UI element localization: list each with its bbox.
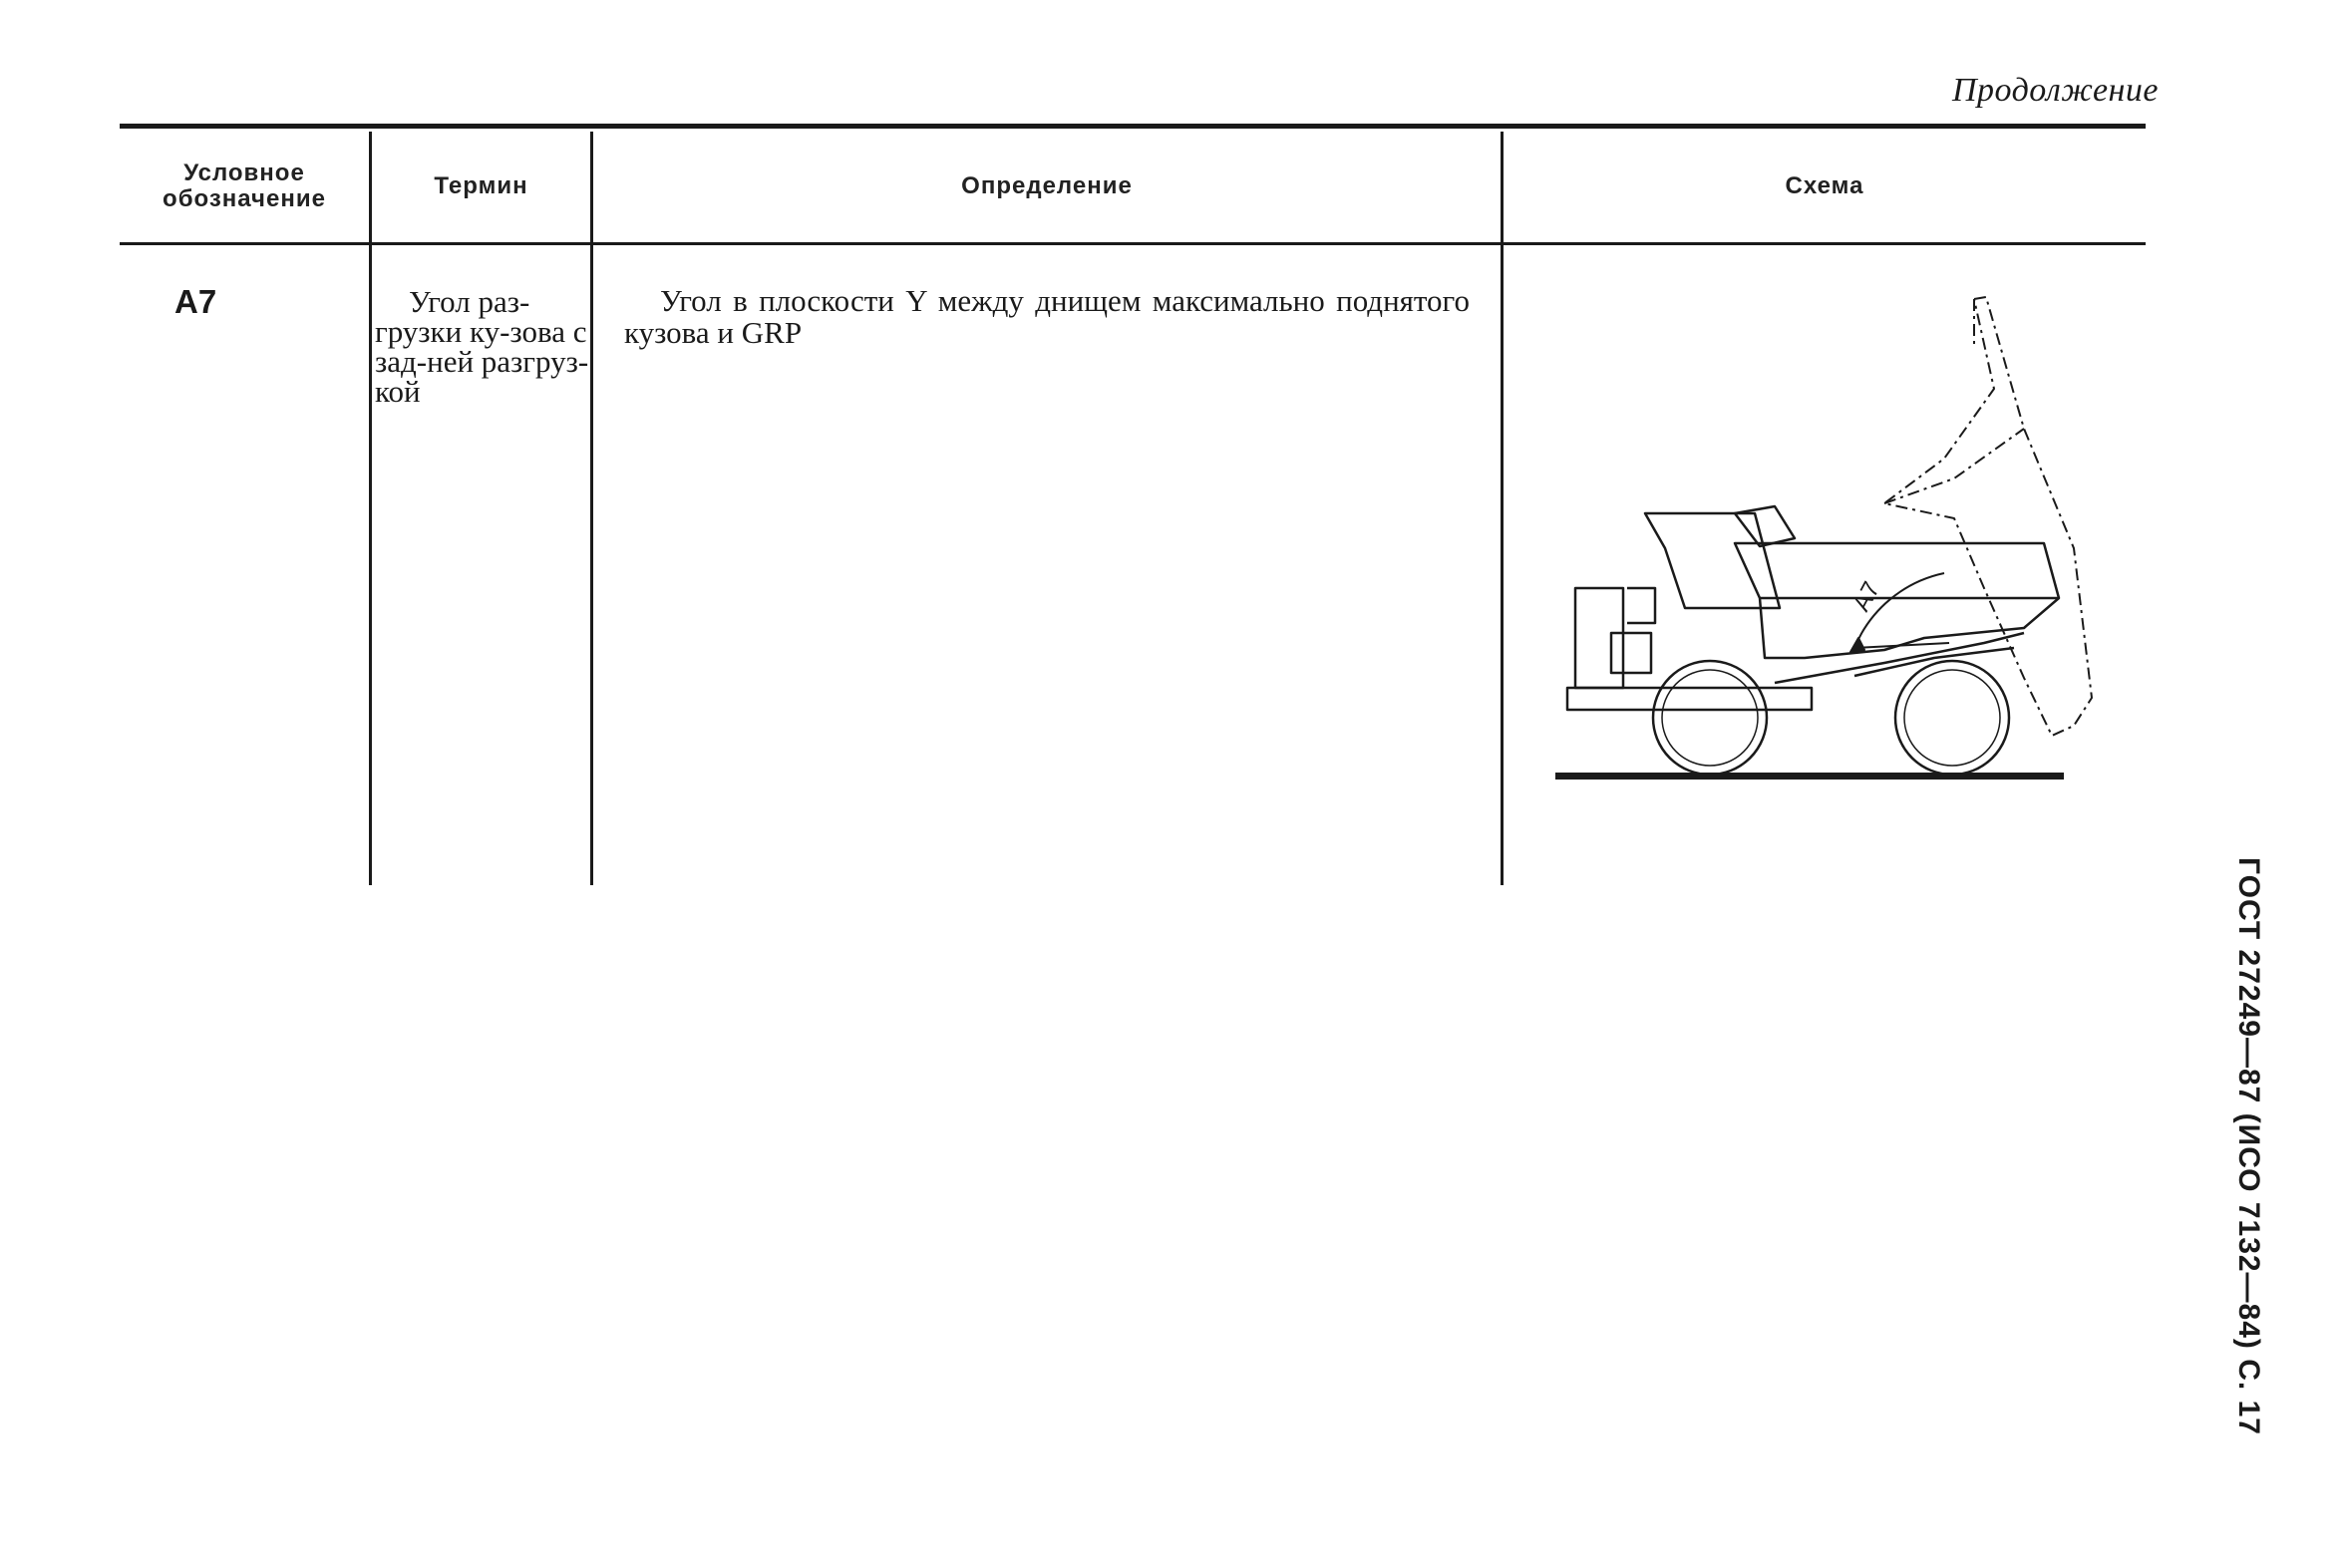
row-designation: A7 — [174, 283, 217, 320]
front-wheel — [1653, 661, 1767, 775]
header-scheme: Схема — [1785, 172, 1864, 199]
ground-line — [1555, 773, 2064, 780]
frame-outline — [1567, 633, 2024, 710]
raised-body-outline — [1884, 297, 2092, 736]
column-divider-3 — [1501, 132, 1504, 885]
dump-truck-scheme — [1555, 289, 2114, 807]
row-term: Угол раз-грузки ку-зова с зад-ней разгруз-кой — [375, 284, 589, 409]
column-divider-1 — [369, 132, 372, 885]
column-divider-2 — [590, 132, 593, 885]
continuation-label: Продолжение — [1951, 72, 2159, 109]
angle-a7-label: A7 — [1847, 577, 1886, 616]
header-designation: Условное обозначение — [163, 159, 326, 212]
lowered-body-outline — [1735, 543, 2059, 658]
side-caption — [2231, 827, 2265, 1465]
table-top-rule — [120, 124, 2146, 129]
rear-wheel — [1895, 661, 2009, 775]
table-header-rule — [120, 242, 2146, 245]
row-definition: Угол в плоскости Y между днищем максимально поднятого кузова и GRP — [624, 283, 1470, 350]
side-caption-text: ГОСТ 27249—87 (ИСО 7132—84) С. 17 — [2232, 857, 2265, 1435]
header-term: Термин — [434, 172, 528, 199]
header-definition: Определение — [961, 172, 1133, 199]
